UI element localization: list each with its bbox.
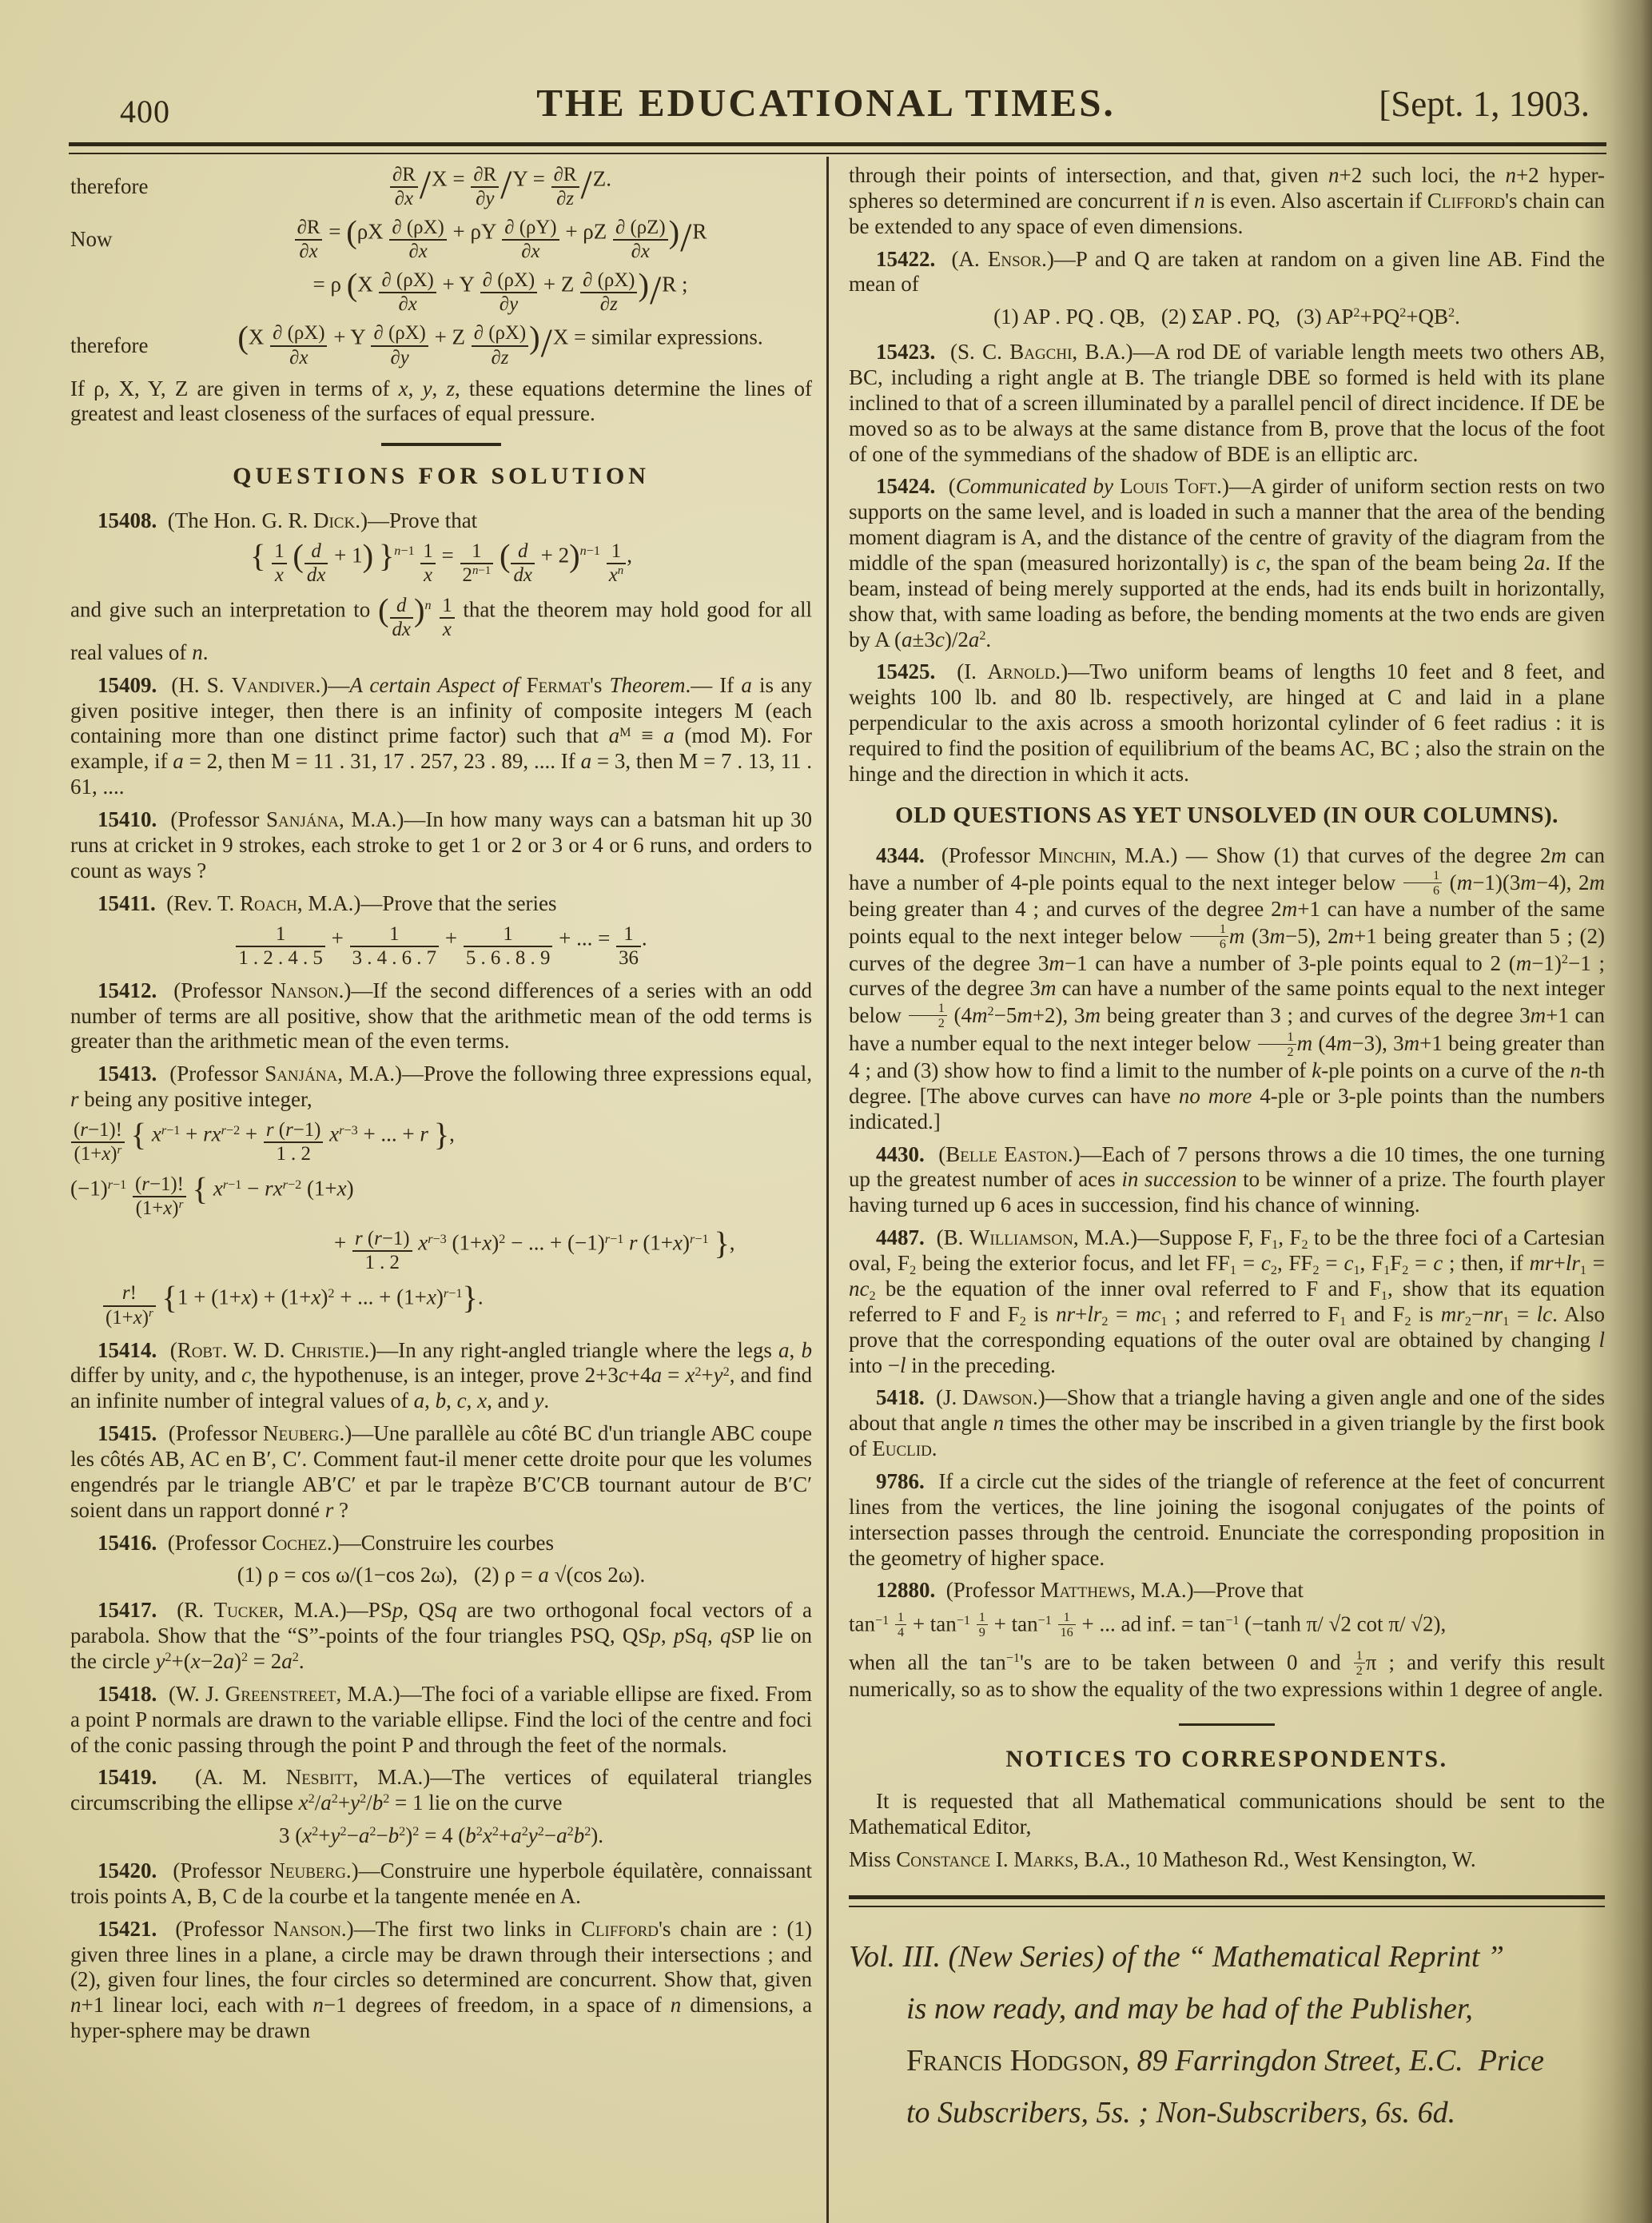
question-15409 [70,673,812,800]
question-number: 15416. [98,1530,157,1555]
question-number: 15420. [98,1858,157,1883]
question-number: 15422. [876,246,936,271]
notices-paragraph: It is requested that all Mathematical communications should be sent to the Mathematical Editor, [849,1789,1605,1839]
page-title: THE EDUCATIONAL TIMES. [536,81,1116,125]
question-text: (A. M. Nesbitt, M.A.)—The vertices of equilateral triangles circumscribing the ellipse $x^2/a^2+y^2/b^2 = 1$ lie on the curve [70,1765,813,1815]
question-number: 15424. [876,474,936,499]
question-9786 [849,1469,1605,1571]
question-number: 15425. [876,659,936,684]
question-number: 9786. [876,1468,925,1493]
equation-15411: $\frac{1}{1 . 2 . 4 . 5}$ + $\frac{1}{3 . 4 . 6 . 7}$ + $\frac{1}{5 . 6 . 8 . 9}$ + ... = $\frac{1}{36}$ . [70,924,812,969]
derivation-row [70,266,812,316]
question-text: (A. Ensor.)—P and Q are taken at random on a given line AB. Find the mean of [849,246,1606,297]
section-rule [1179,1723,1275,1726]
question-15425 [849,659,1605,787]
question-text: (Professor Neuberg.)—Construire une hyperbole équilatère, connaissant trois points A, B, C de la courbe et la tangente menée en A. [70,1858,812,1908]
advert-line: Francis Hodgson, 89 Farringdon Street, E.C. Price [906,2043,1545,2078]
question-number: 15423. [876,340,936,365]
question-number: 15414. [98,1337,157,1362]
section-rule [381,443,501,446]
question-4344 [849,843,1605,1135]
question-12880 [849,1578,1605,1604]
equation-15408: { $\frac{1}{x}$ ( $\frac{d}{dx}$ + 1) }$^{n-1}$ $\frac{1}{x}$ = $\frac{1}{2^{n-1}}$ ( $\frac{d}{dx}$ + 2)$^{n-1}$ $\frac{1}{x^n}$ , [250,536,632,586]
equation-15413-4: $\frac{r!}{(1+x)^r}$ {$1 + (1+x) + (1+x)^2$ + ... + $(1+x)^{r-1}$}. [102,1283,812,1328]
question-number: 4487. [876,1225,925,1250]
derivation-row [70,213,812,263]
question-15408 [70,508,812,534]
equation-15416: (1) ρ = cos ω/(1−cos 2ω), (2) ρ = a √(cos 2ω). [237,1563,646,1588]
question-text: (Professor Sanjána, M.A.)—Prove the following three expressions equal, r being any positive integer, [70,1062,812,1112]
question-number: 12880. [876,1578,936,1603]
question-number: 4344. [876,843,925,867]
question-text: (H. S. Vandiver.)—A certain Aspect of Fermat's Theorem.— If a is any given positive integer, then there is an infinity of composite integers M (each containing more than one distinct prime factor) such that $a^M \equiv a$ (mod M). For example, if a = 2, then M = 11 . 31, 17 . 257, 23 . 89, .... If a = 3, then M = 7 . 13, 11 . 61, .... [70,672,813,799]
derivation-equation: $\frac{\partial R}{\partial x}$ = (ρX $\frac{\partial (\rho X)}{\partial x}$ + ρY $\frac{\partial (\rho Y)}{\partial x}$ + ρZ $\frac{\partial (\rho Z)}{\partial x}$ )/R [189,217,812,262]
question-15420 [70,1858,812,1910]
question-text: (Belle Easton.)—Each of 7 persons throws a die 10 times, the one turning up the greatest number of aces in succession to be winner of a prize. The fourth player having turned up 6 aces in succession, find his chance of winning. [849,1141,1606,1217]
equation-15413-2: $(-1)^{r-1}$ $\frac{(r-1)!}{(1+x)^r}$ { $x^{r-1} - rx^{r-2}$ (1+x) [70,1170,354,1220]
derivation-paragraph: If ρ, X, Y, Z are given in terms of x, y, z, these equations determine the lines of greatest and least closeness of the surfaces of equal pressure. [70,376,813,426]
question-text: If a circle cut the sides of the triangle of reference at the feet of concurrent lines from the vertices, the line joining the isogonal conjugates of the points of intersection passes through the centroid. Enunciate the corresponding proposition in the geometry of higher space. [849,1468,1605,1570]
question-text: (Robt. W. D. Christie.)—In any right-angled triangle where the legs a, b differ by unity, and c, the hypothenuse, is an integer, prove $2+3c+4a = x^2+y^2$, and find an infinite number of integral values of a, b, c, x, and y. [70,1337,813,1413]
question-text: (W. J. Greenstreet, M.A.)—The foci of a variable ellipse are fixed. From a point P normals are drawn to the variable ellipse. Find the loci of the centre and foci of the conic passing through the point P and through the feet of the normals. [70,1681,813,1757]
question-number: 15410. [98,807,157,832]
question-15411 [70,891,812,917]
question-15422 [849,247,1605,298]
question-12880-continuation: when all the $\tan^{-1}'s$ are to be taken between 0 and $\frac{1}{2}$ π ; and verify this result numerically, so as to show the equality of the two expressions within 1 degree of angle. [849,1647,1605,1702]
question-text: (S. C. Bagchi, B.A.)—A rod DE of variable length meets two others AB, BC, including a right angle at B. The triangle DBE so formed is held with its plane inclined to that of a screen illuminated by a parallel pencil of direct incidence. If DE be moved so as to be always at the same distance from B, prove that the locus of the foot of one of the symmedians of the shadow of BDE is an elliptic arc. [849,340,1605,466]
question-text: (Professor Matthews, M.A.)—Prove that [945,1578,1304,1603]
question-text: (Professor Sanjána, M.A.)—In how many ways can a batsman hit up 30 runs at cricket in 9 strokes, each stroke to get 1 or 2 or 3 or 4 or 6 runs, and orders to count as ways ? [70,807,812,882]
question-text: (Professor Nanson.)—If the second differences of a series with an odd number of terms are all positive, show that the arithmetic mean of the odd terms is greater than the arithmetic mean of the even terms. [70,978,813,1054]
question-15413 [70,1062,812,1113]
derivation-row [70,319,812,369]
header-rule [69,142,1606,154]
question-number: 15417. [98,1598,157,1623]
question-4430 [849,1142,1605,1219]
question-15418 [70,1682,812,1759]
issue-date: [Sept. 1, 1903. [1379,84,1590,124]
question-number: 15421. [98,1916,157,1941]
question-text: (The Hon. G. R. Dick.)—Prove that [167,508,478,532]
question-number: 4430. [876,1141,925,1166]
question-text: (Professor Cochez.)—Construire les courbes [167,1530,555,1555]
page-number: 400 [120,94,170,129]
derivation-label: therefore [70,174,149,199]
derivation-row [70,161,812,210]
question-text: (Professor Neuberg.)—Une parallèle au côté BC d'un triangle ABC coupe les côtés AB, AC en B′, C′. Comment faut-il mener cette droite pour que les volumes engendrés par le triangle AB′C′ et par le trapèze B′C′CB tournant autour de B′C′ soient dans un rapport donné r ? [70,1421,813,1522]
question-number: 15408. [98,508,157,532]
question-number: 15412. [98,978,157,1002]
question-15415 [70,1421,812,1523]
question-4487 [849,1225,1605,1378]
derivation-equation: $\frac{\partial R}{\partial x}$ /X = $\frac{\partial R}{\partial y}$ /Y = $\frac{\partial R}{\partial z}$ /Z. [189,165,812,209]
question-5418 [849,1385,1605,1462]
question-15408-continuation: and give such an interpretation to ( $\frac{d}{dx}$ )$^n$ $\frac{1}{x}$ that the theorem may hold good for all real values of n. [70,592,813,664]
question-number: 15411. [98,890,156,915]
question-15417 [70,1598,812,1675]
question-number: 15418. [98,1681,157,1706]
question-text: (J. Dawson.)—Show that a triangle having a given angle and one of the sides about that angle n times the other may be inscribed in a given triangle by the first book of Euclid. [849,1385,1606,1461]
advert-line: to Subscribers, 5s. ; Non-Subscribers, 6s. 6d. [906,2095,1456,2129]
derivation-label: therefore [70,333,149,357]
section-heading-notices: NOTICES TO CORRESPONDENTS. [1005,1745,1448,1772]
equation-15413-1: $\frac{(r-1)!}{(1+x)^r}$ { $x^{r-1} + rx^{r-2}$ + $\frac{r (r-1)}{1 . 2}$ $x^{r-3}$ + ... + r }, [70,1120,812,1165]
equation-15413-3: + $\frac{r (r-1)}{1 . 2}$ $x^{r-3}$ $(1+x)^2$ − ... + $(-1)^{r-1}$ r $(1+x)^{r-1}$ }, [334,1225,735,1274]
question-text: (Professor Nanson.)—The first two links in Clifford's chain are : (1) given three lines in a plane, a circle may be drawn through their intersections ; and (2), given four lines, the four circles so determined are concurrent. Show that, given n+1 linear loci, each with n−1 degrees of freedom, in a space of n dimensions, a hyper-sphere may be drawn [70,1916,812,2043]
advert-line: Vol. III. (New Series) of the “ Mathematical Reprint ” [849,1939,1505,1974]
right-column [849,163,1605,2142]
question-15421 [70,1917,812,2044]
question-number: 15409. [98,672,157,697]
advert-line: is now ready, and may be had of the Publisher, [906,1991,1473,2026]
column-divider [826,157,829,2223]
question-text: (R. Tucker, M.A.)—PSp, QSq are two orthogonal focal vectors of a parabola. Show that the “S”-points of the four triangles PSQ, QSp, pSq, qSP lie on the circle $y^2+(x-2a)^2 = 2a^2$. [70,1598,813,1674]
question-number: 15419. [98,1765,157,1790]
equation-15419: 3 $(x^2+y^2-a^2-b^2)^2 = 4$ $(b^2x^2+a^2y^2-a^2b^2)$. [278,1823,604,1848]
left-column [70,163,812,2051]
derivation-equation: = ρ (X $\frac{\partial (\rho X)}{\partial x}$ + Y $\frac{\partial (\rho X)}{\partial y}$ + Z $\frac{\partial (\rho X)}{\partial z}$ )/R ; [312,266,688,316]
question-text: (Communicated by Louis Toft.)—A girder of uniform section rests on two supports on the same level, and is loaded in such a manner that the area of the bending moment diagram is A, and the distance of the centre of gravity of the diagram from the middle of the span (measured horizontally) is c, the span of the beam being 2a. If the beam, instead of being merely supported at the ends, had its ends built in horizontally, show that, with same loading as before, the bending moments at the two ends are given by A $(a\pm 3c)/2a^2$. [849,474,1605,651]
question-number: 15413. [98,1062,157,1086]
equation-12880: $\tan^{-1}$ $\frac{1}{4}$ + $\tan^{-1}$ $\frac{1}{9}$ + $\tan^{-1}$ $\frac{1}{16}$ + ... ad inf. = $\tan^{-1} (-\tanh$ π/ √2 cot π/ √2), [849,1610,1447,1640]
derivation-label: Now [70,227,113,252]
question-15419 [70,1765,812,1816]
question-text: (I. Arnold.)—Two uniform beams of lengths 10 feet and 8 feet, and weights 100 lb. and 80 lb. respectively, are hinged at C and laid in a plane perpendicular to the axis across a smooth horizontal cylinder of 6 feet radius : it is required to find the position of equilibrium of the beams AC, BC ; also the strain on the hinge and the direction in which it acts. [849,659,1606,786]
derivation-equation: (X $\frac{\partial (\rho X)}{\partial x}$ + Y $\frac{\partial (\rho X)}{\partial y}$ + Z $\frac{\partial (\rho X)}{\partial z}$ )/X = similar expressions. [237,319,763,369]
advertisement [849,1934,1605,2136]
question-15412 [70,978,812,1055]
question-number: 15415. [98,1421,157,1446]
question-15424 [849,474,1605,652]
question-text: (Professor Minchin, M.A.) — Show (1) that curves of the degree 2m can have a number of 4-ple points equal to the next integer below $\frac{1}{6}$ (m−1)(3m−4), 2m being greater than 4 ; and curves of the degree 2m+1 can have a number of the same points equal to the next integer below $\frac{1}{6}$ m (3m−5), 2m+1 being greater than 5 ; (2) curves of the degree 3m−1 can have a number of 3-ple points equal to 2 $(m-1)^2-1$ ; curves of the degree 3m can have a number of the same points equal to the next integer below $\frac{1}{2}$ $(4m^2-5m+2)$, 3m being greater than 3 ; and curves of the degree 3m+1 can have a number equal to the next integer below $\frac{1}{2}$ m (4m−3), 3m+1 being greater than 4 ; and (3) show how to find a limit to the number of k-ple points on a curve of the n-th degree. [The above curves can have no more 4-ple or 3-ple points than the numbers indicated.] [849,843,1606,1133]
equation-15422: (1) AP . PQ . QB, (2) ΣAP . PQ, (3) $AP^2+PQ^2+QB^2$. [993,305,1460,329]
section-heading-old-questions: OLD QUESTIONS AS YET UNSOLVED (IN OUR COLUMNS). [895,802,1558,828]
question-15421-continuation: through their points of intersection, and that, given n+2 such loci, the n+2 hyper-spheres so determined are concurrent if n is even. Also ascertain if Clifford's chain can be extended to any space of even dimensions. [849,163,1605,238]
question-15416 [70,1531,812,1556]
advert-rule [849,1895,1605,1907]
question-15414 [70,1338,812,1415]
question-text: (Rev. T. Roach, M.A.)—Prove that the series [166,890,557,915]
question-number: 5418. [876,1385,925,1410]
notices-address: Miss Constance I. Marks, B.A., 10 Matheson Rd., West Kensington, W. [849,1847,1476,1872]
section-heading-questions: QUESTIONS FOR SOLUTION [233,463,650,490]
question-15410 [70,807,812,884]
question-15423 [849,340,1605,467]
question-text: (B. Williamson, M.A.)—Suppose F, $F_1$, $F_2$ to be the three foci of a Cartesian oval, $F_2$ being the exterior focus, and let $FF_1 = c_2$, $FF_2 = c_1$, $F_1F_2 = c$ ; then, if $mr+lr_1 = nc_2$ be the equation of the inner oval referred to F and $F_1$, show that its equation referred to F and $F_2$ is $nr+lr_2 = mc_1$ ; and referred to $F_1$ and $F_2$ is $mr_2-nr_1$ = lc. Also prove that the corresponding equations of the outer oval are obtained by changing l into −l in the preceding. [849,1225,1606,1377]
